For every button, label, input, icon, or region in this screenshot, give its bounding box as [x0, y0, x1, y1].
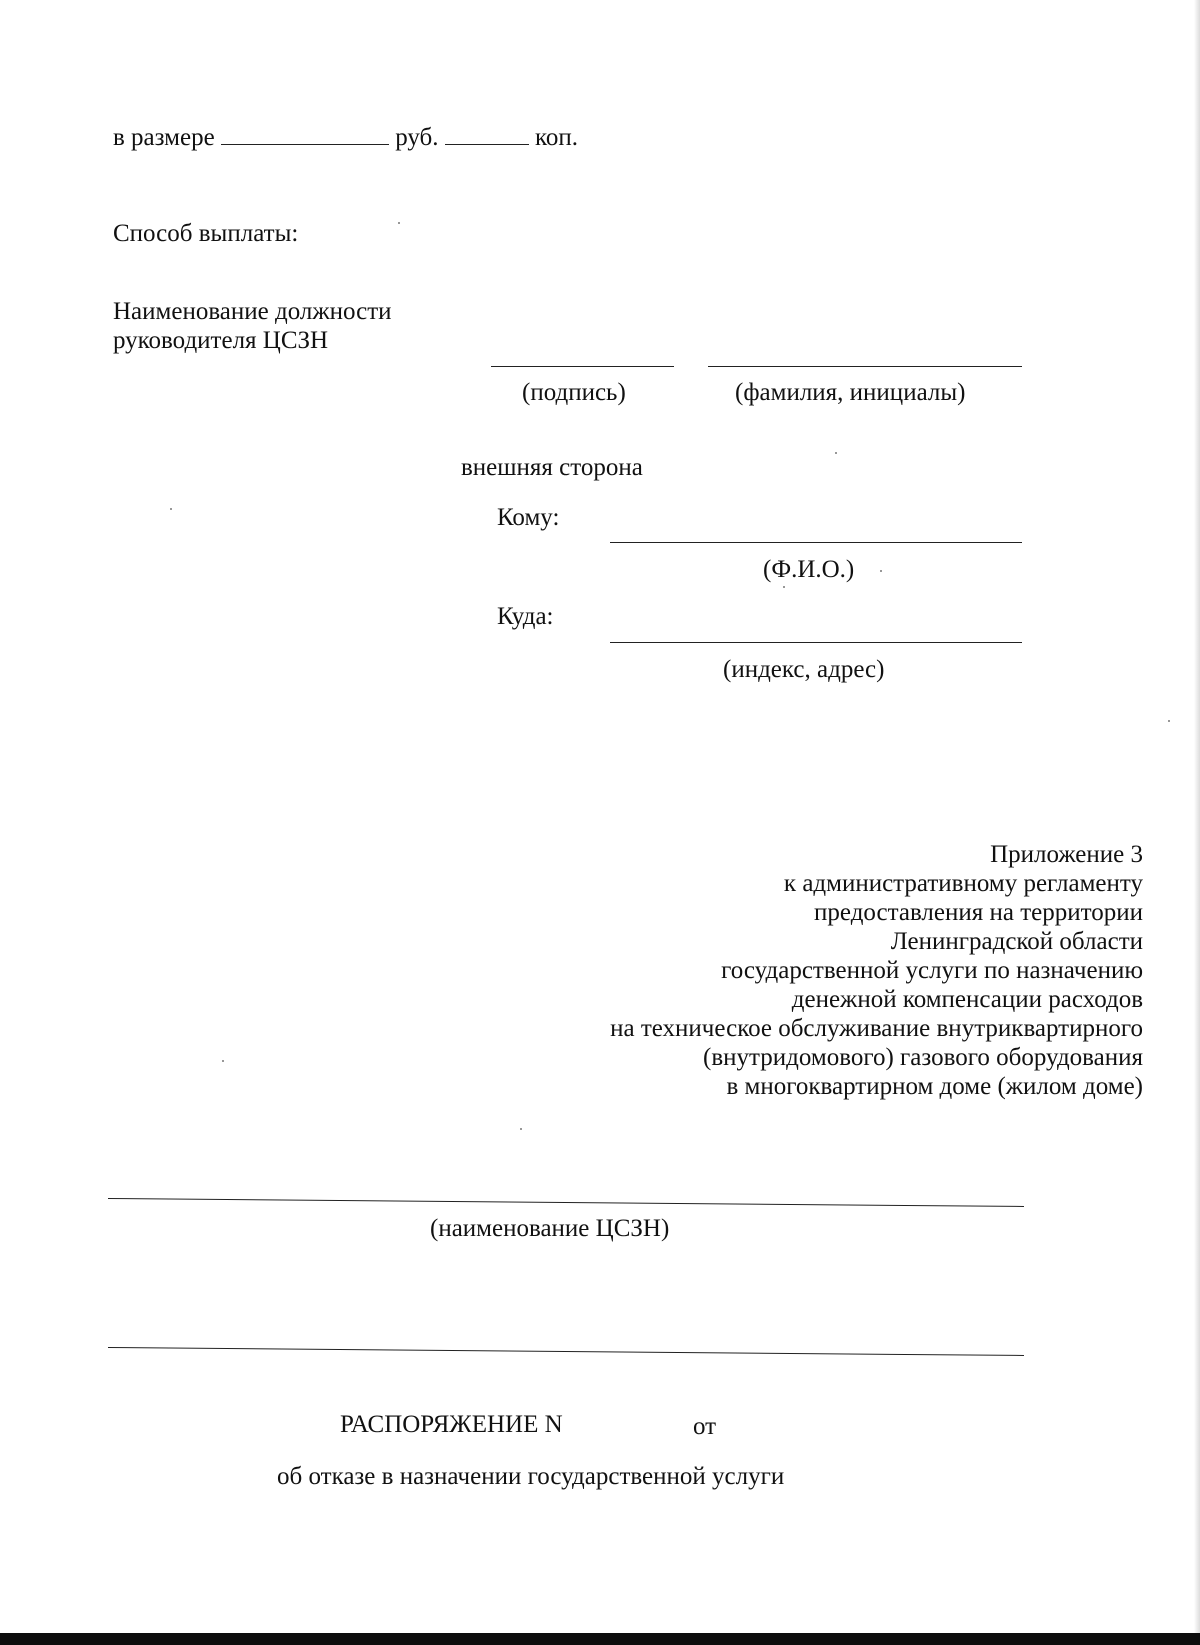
- scan-speck: [170, 508, 172, 510]
- order-title: РАСПОРЯЖЕНИЕ N: [340, 1411, 563, 1438]
- scan-speck: [835, 452, 837, 454]
- rub-blank: [221, 124, 389, 145]
- scan-speck: [398, 222, 400, 224]
- signature-caption: (подпись): [522, 379, 626, 406]
- payment-method-label: Способ выплаты:: [113, 220, 299, 247]
- scan-speck: [1168, 720, 1170, 722]
- amount-prefix: в размере: [113, 124, 215, 151]
- appendix-line: денежной компенсации расходов: [791, 986, 1143, 1013]
- where-caption: (индекс, адрес): [723, 656, 885, 683]
- to-label: Кому:: [497, 504, 560, 531]
- appendix-block: [610, 840, 1143, 1101]
- name-caption: (фамилия, инициалы): [735, 379, 966, 406]
- scan-speck: [222, 1060, 224, 1062]
- org-name-line: [108, 1198, 1024, 1207]
- appendix-line: в многоквартирном доме (жилом доме): [726, 1073, 1143, 1100]
- appendix-line: (внутридомового) газового оборудования: [703, 1044, 1143, 1071]
- position-line-2: руководителя ЦСЗН: [113, 327, 329, 354]
- where-label: Куда:: [497, 603, 554, 630]
- appendix-line: Ленинградской области: [890, 928, 1143, 955]
- scan-speck: [520, 1128, 522, 1130]
- position-line-1: Наименование должности: [113, 298, 392, 325]
- rub-label: руб.: [395, 124, 439, 151]
- amount-row: [113, 123, 578, 152]
- outer-side-label: внешняя сторона: [461, 454, 643, 481]
- to-caption: (Ф.И.О.): [763, 556, 855, 583]
- appendix-line: государственной услуги по назначению: [721, 957, 1143, 984]
- order-subject: об отказе в назначении государственной услуги: [277, 1463, 785, 1490]
- scan-edge-bottom: [0, 1633, 1200, 1645]
- scan-speck: [783, 586, 785, 588]
- signature-line: [491, 366, 674, 367]
- kop-blank: [445, 124, 529, 145]
- order-from: от: [693, 1413, 717, 1440]
- scan-speck: [880, 570, 882, 572]
- appendix-line: Приложение 3: [990, 841, 1143, 868]
- scan-edge-right: [1194, 0, 1200, 1645]
- to-line: [610, 542, 1022, 543]
- where-line: [610, 642, 1022, 643]
- blank-line: [108, 1347, 1024, 1356]
- appendix-line: предоставления на территории: [814, 899, 1143, 926]
- appendix-line: к административному регламенту: [783, 870, 1143, 897]
- appendix-line: на техническое обслуживание внутриквартирного: [610, 1015, 1143, 1042]
- name-line: [708, 366, 1022, 367]
- org-caption: (наименование ЦСЗН): [430, 1215, 670, 1242]
- kop-label: коп.: [535, 124, 579, 151]
